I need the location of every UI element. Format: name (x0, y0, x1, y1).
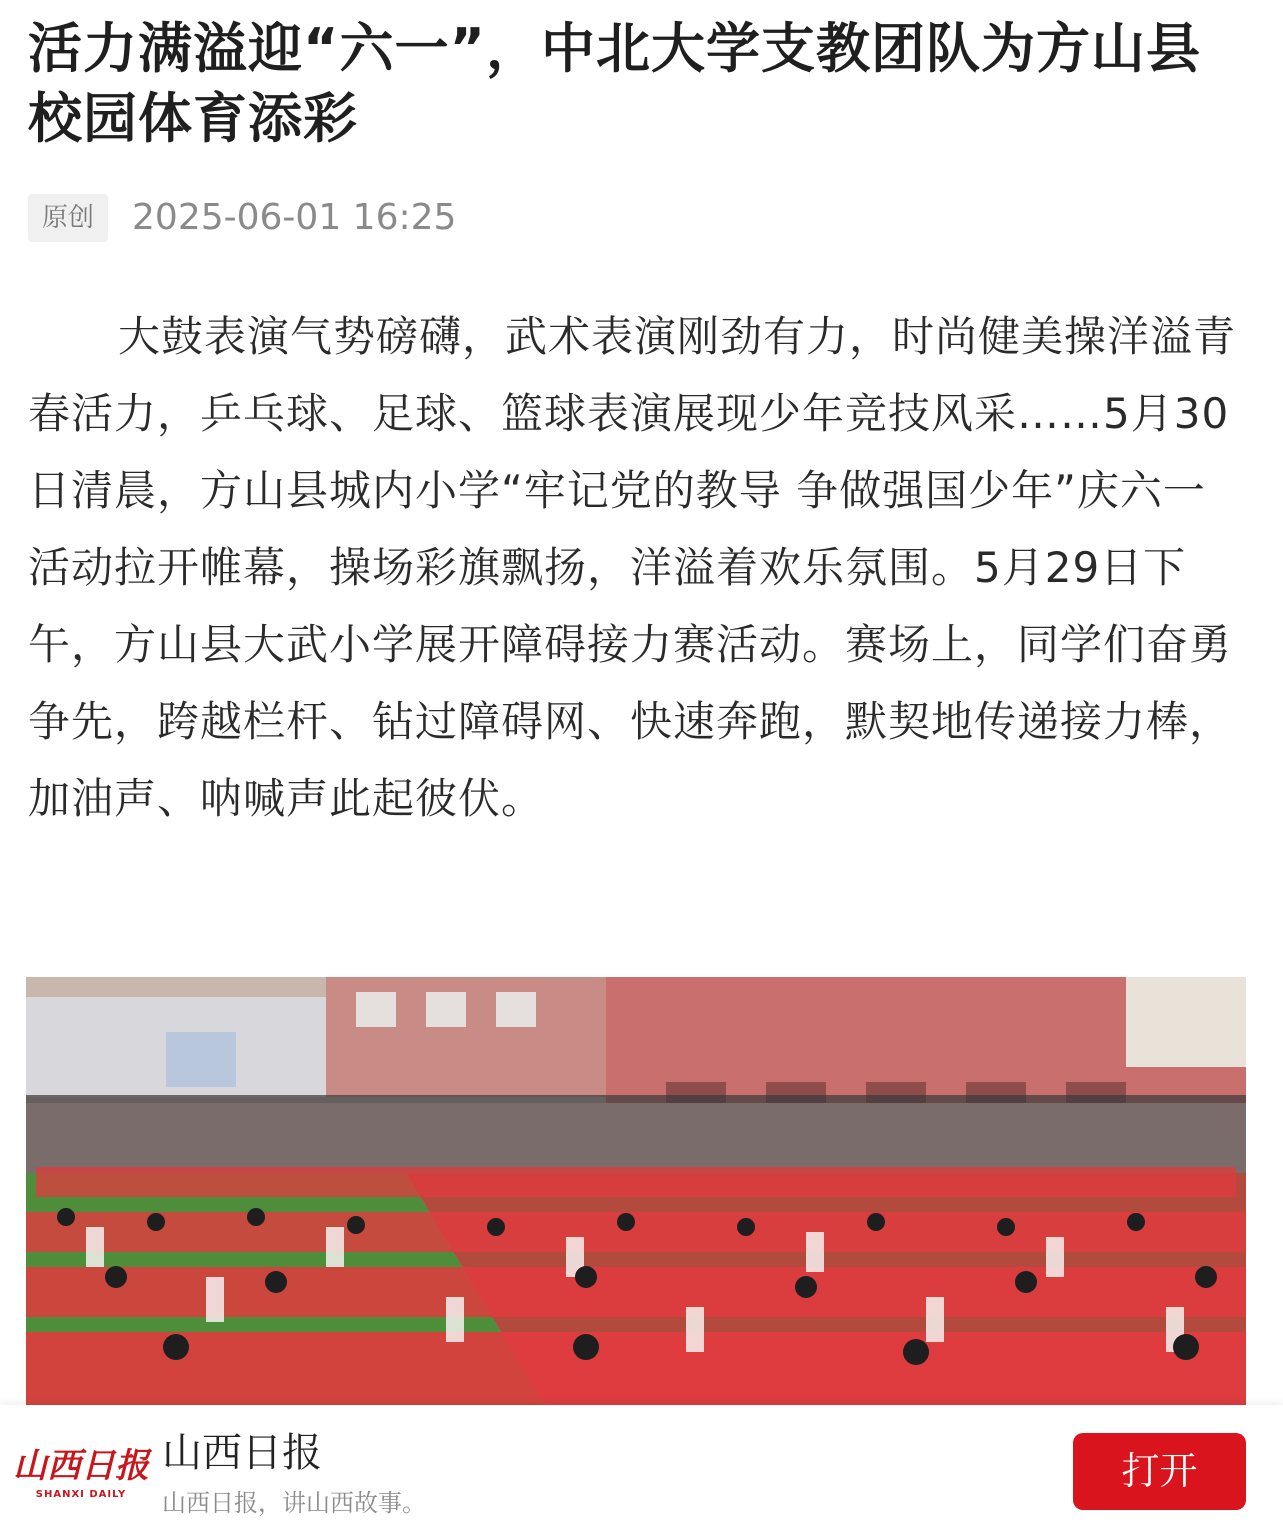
svg-text:SHANXI DAILY: SHANXI DAILY (35, 1489, 127, 1500)
article (28, 0, 1246, 837)
app-brand-name: 山西日报 (162, 1430, 322, 1476)
open-app-button[interactable]: 打开 (1073, 1433, 1246, 1510)
publish-date: 2025-06-01 16:25 (132, 197, 457, 238)
app-download-bar (0, 1405, 1283, 1537)
svg-text:山西日报: 山西日报 (13, 1446, 149, 1486)
article-meta (28, 194, 1246, 242)
article-photo (26, 977, 1246, 1407)
app-slogan: 山西日报，讲山西故事。 (162, 1489, 426, 1517)
original-badge: 原创 (28, 194, 108, 242)
article-paragraph: 大鼓表演气势磅礴，武术表演刚劲有力，时尚健美操洋溢青春活力，乒乓球、足球、篮球表演展现少年竞技风采……5月30日清晨，方山县城内小学“牢记党的教导 争做强国少年”庆六一活动拉开帷幕，操场彩旗飘扬，洋溢着欢乐氛围。5月29日下午，方山县大武小学展开障碍接力赛活动。赛场上，同学们奋勇争先，跨越栏杆、钻过障碍网、快速奔跑，默契地传递接力棒，加油声、呐喊声此起彼伏。 (28, 312, 1237, 823)
shanxi-daily-logo (13, 1439, 149, 1503)
article-title: 活力满溢迎“六一”，中北大学支教团队为方山县校园体育添彩 (28, 17, 1201, 150)
